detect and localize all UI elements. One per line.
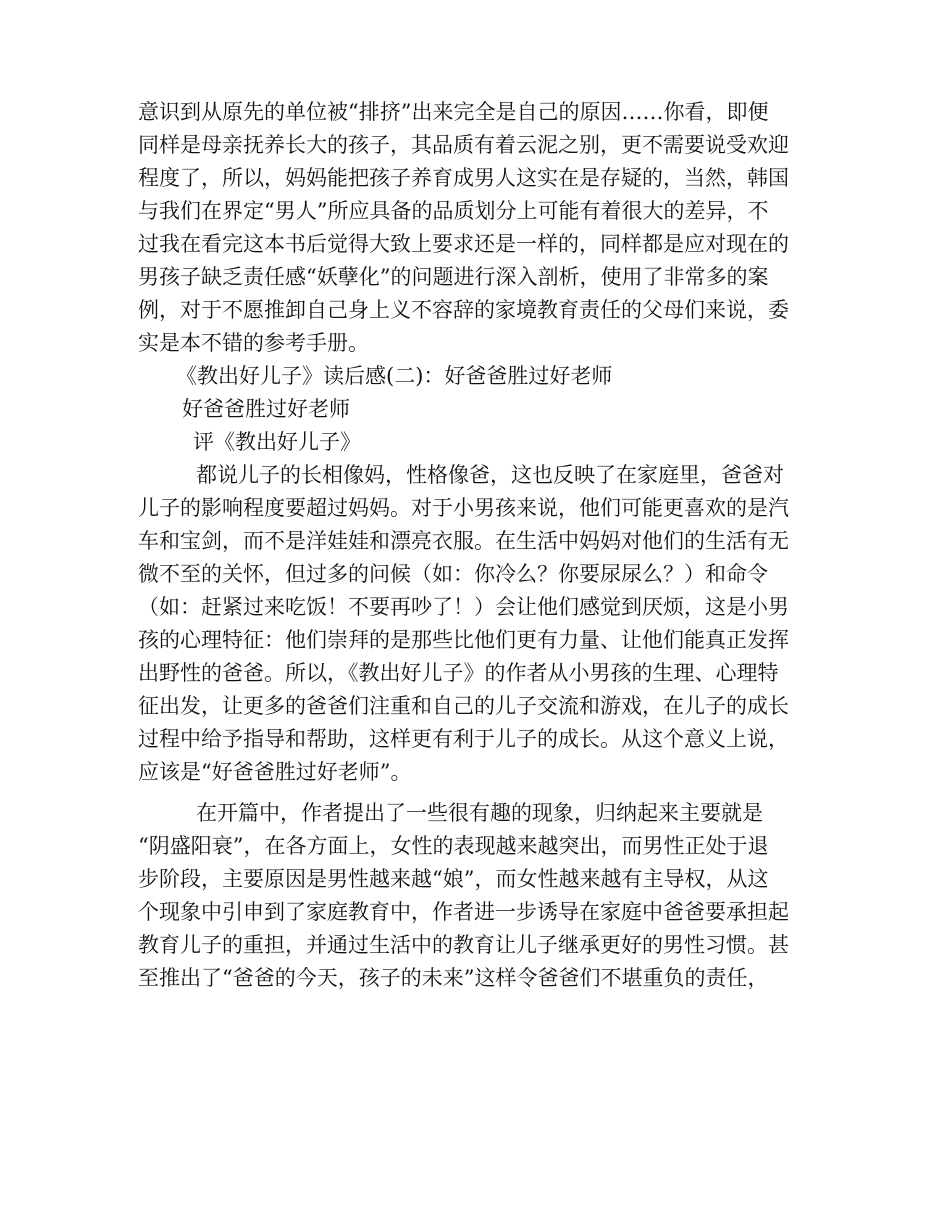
text-line: 车和宝剑，而不是洋娃娃和漂亮衣服。在生活中妈妈对他们的生活有无 bbox=[138, 529, 789, 553]
text-line: 孩的心理特征：他们崇拜的是那些比他们更有力量、让他们能真正发挥 bbox=[138, 628, 789, 652]
text-line: 出野性的爸爸。所以，《教出好儿子》的作者从小男孩的生理、心理特 bbox=[138, 661, 779, 685]
text-line: 例，对于不愿推卸自己身上义不容辞的家境教育责任的父母们来说，委 bbox=[138, 298, 789, 322]
text-line: “阴盛阳衰”，在各方面上，女性的表现越来越突出，而男性正处于退 bbox=[138, 834, 769, 858]
text-line: 都说儿子的长相像妈，性格像爸，这也反映了在家庭里，爸爸对 bbox=[196, 463, 784, 487]
paragraph-3 bbox=[138, 797, 814, 995]
article-title: 好爸爸胜过好老师 bbox=[182, 397, 350, 421]
text-line: 实是本不错的参考手册。 bbox=[138, 331, 369, 355]
text-line: 过我在看完这本书后觉得大致上要求还是一样的，同样都是应对现在的 bbox=[138, 232, 789, 256]
text-line: 过程中给予指导和帮助，这样更有利于儿子的成长。从这个意义上说， bbox=[138, 727, 789, 751]
article-subtitle: 评《教出好儿子》 bbox=[193, 430, 361, 454]
paragraph-2 bbox=[138, 459, 814, 789]
text-line: 至推出了“爸爸的今天，孩子的未来”这样令爸爸们不堪重负的责任， bbox=[138, 966, 769, 990]
document-page bbox=[138, 96, 814, 995]
text-line: （如：赶紧过来吃饭！不要再吵了！）会让他们感觉到厌烦，这是小男 bbox=[138, 595, 789, 619]
text-line: 男孩子缺乏责任感“妖孽化”的问题进行深入剖析，使用了非常多的案 bbox=[138, 265, 769, 289]
text-line: 程度了，所以，妈妈能把孩子养育成男人这实在是存疑的，当然，韩国 bbox=[138, 166, 789, 190]
section-title: 《教出好儿子》读后感(二)：好爸爸胜过好老师 bbox=[176, 364, 613, 388]
text-line: 意识到从原先的单位被“排挤”出来完全是自己的原因……你看，即便 bbox=[138, 100, 769, 124]
paragraph-1 bbox=[138, 96, 814, 360]
text-line: 应该是“好爸爸胜过好老师”。 bbox=[138, 760, 412, 784]
text-line: 个现象中引申到了家庭教育中，作者进一步诱导在家庭中爸爸要承担起 bbox=[138, 900, 789, 924]
text-line: 步阶段，主要原因是男性越来越“娘”，而女性越来越有主导权，从这 bbox=[138, 867, 769, 891]
text-line: 微不至的关怀，但过多的问候（如：你冷么？你要尿尿么？）和命令 bbox=[138, 562, 768, 586]
text-line: 儿子的影响程度要超过妈妈。对于小男孩来说，他们可能更喜欢的是汽 bbox=[138, 496, 789, 520]
text-line: 征出发，让更多的爸爸们注重和自己的儿子交流和游戏，在儿子的成长 bbox=[138, 694, 789, 718]
text-line: 教育儿子的重担，并通过生活中的教育让儿子继承更好的男性习惯。甚 bbox=[138, 933, 789, 957]
text-line: 同样是母亲抚养长大的孩子，其品质有着云泥之别，更不需要说受欢迎 bbox=[138, 133, 789, 157]
text-line: 与我们在界定“男人”所应具备的品质划分上可能有着很大的差异，不 bbox=[138, 199, 769, 223]
text-line: 在开篇中，作者提出了一些很有趣的现象，归纳起来主要就是 bbox=[196, 801, 763, 825]
